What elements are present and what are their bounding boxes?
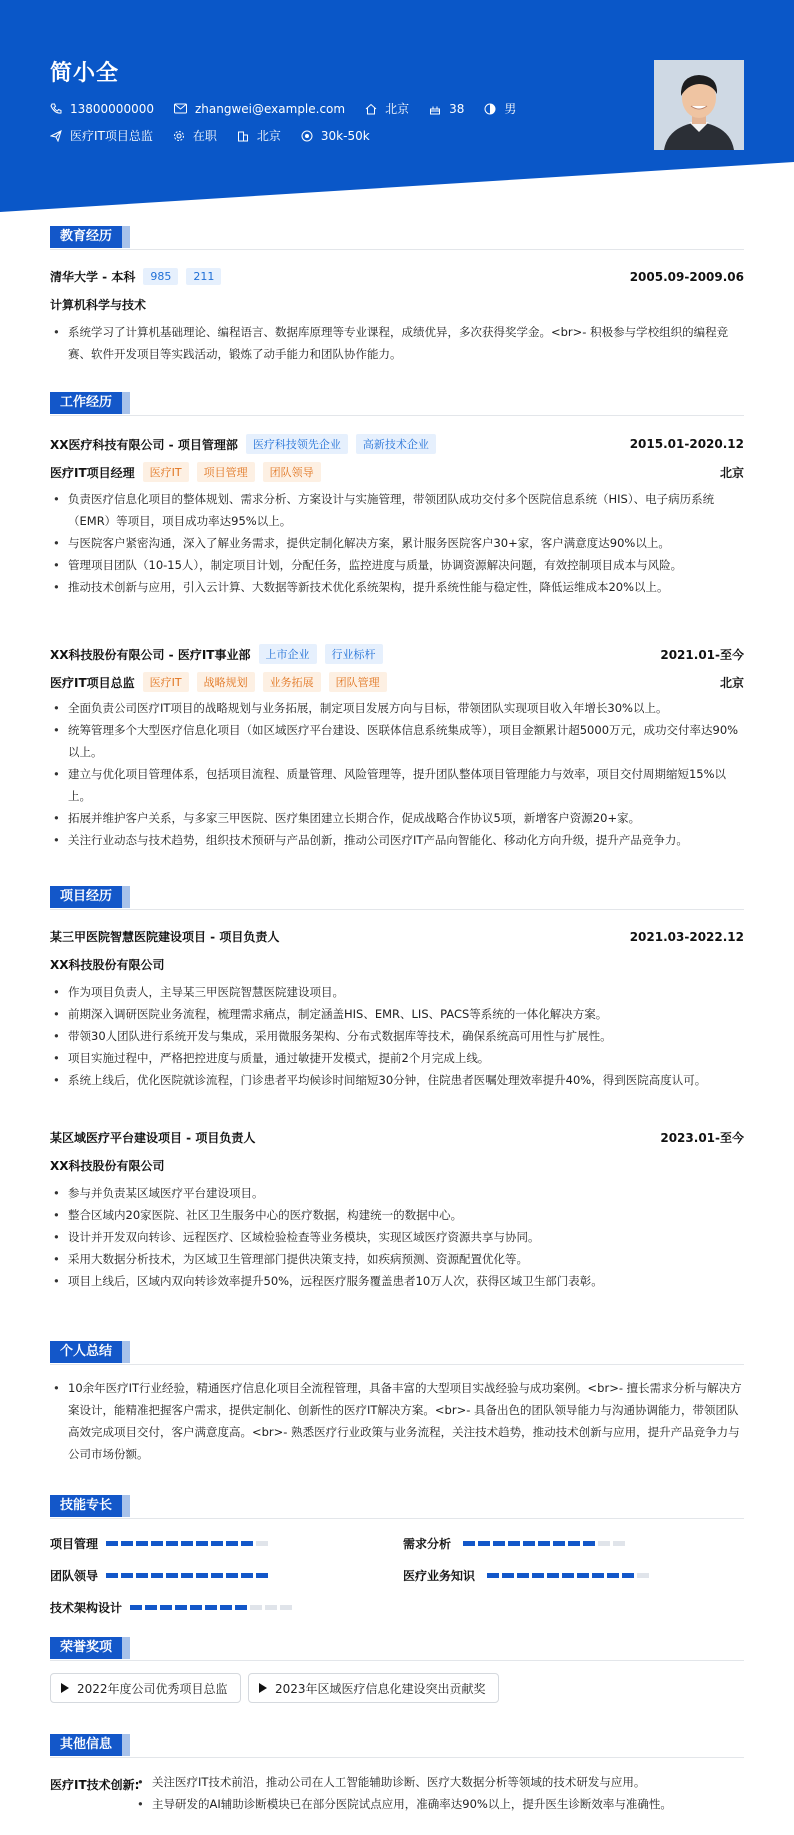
- skill-segment-filled: [487, 1573, 499, 1578]
- skill-segment-filled: [130, 1605, 142, 1610]
- divider: [50, 1364, 744, 1365]
- section-title: 个人总结: [50, 1341, 122, 1363]
- list-item: • 参与并负责某区域医疗平台建设项目。: [50, 1182, 744, 1204]
- skill-segment-filled: [493, 1541, 505, 1546]
- role-tag: 团队管理: [329, 672, 387, 692]
- skill-segment-filled: [478, 1541, 490, 1546]
- list-item: • 10余年医疗IT行业经验，精通医疗信息化项目全流程管理，具备丰富的大型项目实战经验与成功案例。<br>- 擅长需求分析与解决方案设计，能精准把握客户需求，提供定制化、创新性的医疗IT解决方案。<br>- 具备出色的团队领导能力与沟通协调能力，带领团队高效完成项目交付，客户满意度高。<br>- 熟悉医疗行业政策与业务流程，关注技术趋势，推动技术创新与应用，提升产品竞争力与公司市场份额。: [50, 1377, 744, 1465]
- skill-segment-filled: [136, 1541, 148, 1546]
- project-company-row: [50, 956, 744, 973]
- award-text: 2023年区域医疗信息化建设突出贡献奖: [275, 1681, 486, 1696]
- skill-segment-filled: [532, 1573, 544, 1578]
- list-item: • 统筹管理多个大型医疗信息化项目（如区域医疗平台建设、医联体信息系统集成等），项目金额累计超5000万元，成功交付率达90%以上。: [50, 719, 744, 763]
- status-value: 在职: [192, 129, 217, 143]
- age-value: 38: [449, 101, 465, 116]
- triangle-right-icon: [259, 1683, 267, 1693]
- resume-header: [0, 0, 794, 215]
- cake-icon: [429, 103, 441, 115]
- skill-level-bar: [463, 1541, 628, 1546]
- skill-segment-empty: [280, 1605, 292, 1610]
- list-item: • 采用大数据分析技术，为区域卫生管理部门提供决策支持，如疾病预测、资源配置优化等。: [50, 1248, 744, 1270]
- skill-segment-filled: [196, 1573, 208, 1578]
- skill-segment-filled: [577, 1573, 589, 1578]
- education-header: [50, 226, 744, 250]
- awards-header: [50, 1637, 744, 1661]
- job-role: 医疗IT项目总监: [50, 675, 135, 690]
- award-item: [50, 1673, 241, 1703]
- phone-value: 13800000000: [70, 101, 154, 116]
- summary-section: [50, 1341, 744, 1471]
- skill-segment-filled: [592, 1573, 604, 1578]
- list-item: • 推动技术创新与应用，引入云计算、大数据等新技术优化系统架构，提升系统性能与稳定性，降低运维成本20%以上。: [50, 576, 744, 598]
- home-icon: [365, 103, 377, 115]
- list-item: • 前期深入调研医院业务流程，梳理需求痛点，制定涵盖HIS、EMR、LIS、PACS等系统的一体化解决方案。: [50, 1003, 744, 1025]
- list-item: • 与医院客户紧密沟通，深入了解业务需求，提供定制化解决方案，累计服务医院客户30+家，客户满意度达90%以上。: [50, 532, 744, 554]
- skill-segment-filled: [121, 1541, 133, 1546]
- projects-section: [50, 886, 744, 1326]
- gender-item: [484, 100, 516, 117]
- skill-segment-filled: [190, 1605, 202, 1610]
- divider: [50, 909, 744, 910]
- skill-segment-filled: [241, 1541, 253, 1546]
- phone-item: [50, 102, 154, 116]
- divider: [50, 415, 744, 416]
- skill-segment-empty: [265, 1605, 277, 1610]
- project-row: [50, 1129, 744, 1146]
- divider: [50, 1757, 744, 1758]
- skill-segment-filled: [517, 1573, 529, 1578]
- job-company-row: [50, 644, 744, 664]
- section-title: 荣誉奖项: [50, 1637, 122, 1659]
- skill-segment-filled: [523, 1541, 535, 1546]
- section-title: 项目经历: [50, 886, 122, 908]
- skill-level-bar: [487, 1573, 652, 1578]
- job-role-row: [50, 672, 744, 692]
- skill-segment-filled: [553, 1541, 565, 1546]
- list-item: • 设计并开发双向转诊、远程医疗、区域检验检查等业务模块，实现区域医疗资源共享与协同。: [50, 1226, 744, 1248]
- list-item: • 系统上线后，优化医院就诊流程，门诊患者平均候诊时间缩短30分钟，住院患者医嘱处理效率提升40%，得到医院高度认可。: [50, 1069, 744, 1091]
- skill-segment-filled: [106, 1573, 118, 1578]
- project-date: 2021.03-2022.12: [629, 929, 744, 944]
- role-tag: 战略规划: [197, 672, 255, 692]
- award-text: 2022年度公司优秀项目总监: [77, 1681, 228, 1696]
- company-tag: 上市企业: [259, 644, 317, 664]
- skill-segment-filled: [547, 1573, 559, 1578]
- skills-section: [50, 1495, 744, 1615]
- skill-segment-empty: [637, 1573, 649, 1578]
- work-header: [50, 392, 744, 416]
- skills-header: [50, 1495, 744, 1519]
- other-bullets: [134, 1771, 744, 1815]
- gender-value: 男: [504, 102, 517, 116]
- skill-segment-filled: [151, 1541, 163, 1546]
- job-role-row: [50, 462, 744, 482]
- skill-segment-filled: [205, 1605, 217, 1610]
- school-tag: 985: [143, 268, 178, 285]
- award-item: [248, 1673, 499, 1703]
- list-item: • 负责医疗信息化项目的整体规划、需求分析、方案设计与实施管理，带领团队成功交付多个医院信息系统（HIS）、电子病历系统（EMR）等项目，项目成功率达95%以上。: [50, 488, 744, 532]
- skill-item: [50, 1599, 295, 1616]
- project-name: 某三甲医院智慧医院建设项目 - 项目负责人: [50, 930, 280, 944]
- section-title: 工作经历: [50, 392, 122, 414]
- hometown-item: [365, 100, 409, 117]
- company-tag: 医疗科技领先企业: [246, 434, 348, 454]
- skill-segment-filled: [145, 1605, 157, 1610]
- project-company: XX科技股份有限公司: [50, 1159, 165, 1173]
- company-tag: 行业标杆: [325, 644, 383, 664]
- education-bullets: [50, 321, 744, 365]
- skill-segment-filled: [622, 1573, 634, 1578]
- city-value: 北京: [256, 129, 281, 143]
- position-value: 医疗IT项目总监: [70, 129, 153, 143]
- skill-segment-filled: [226, 1573, 238, 1578]
- city-item: [237, 127, 281, 144]
- skill-segment-filled: [211, 1541, 223, 1546]
- salary-icon: [301, 130, 313, 142]
- skill-segment-empty: [613, 1541, 625, 1546]
- divider: [50, 1660, 744, 1661]
- list-item: • 系统学习了计算机基础理论、编程语言、数据库原理等专业课程，成绩优异，多次获得奖学金。<br>- 积极参与学校组织的编程竞赛、软件开发项目等实践活动，锻炼了动手能力和团队协作能力。: [50, 321, 744, 365]
- list-item: • 主导研发的AI辅助诊断模块已在部分医院试点应用，准确率达90%以上，提升医生诊断效率与准确性。: [134, 1793, 744, 1815]
- skill-segment-filled: [106, 1541, 118, 1546]
- list-item: • 项目实施过程中，严格把控进度与质量，通过敏捷开发模式，提前2个月完成上线。: [50, 1047, 744, 1069]
- section-title: 其他信息: [50, 1734, 122, 1756]
- list-item: • 作为项目负责人，主导某三甲医院智慧医院建设项目。: [50, 981, 744, 1003]
- list-item: • 拓展并维护客户关系，与多家三甲医院、医疗集团建立长期合作，促成战略合作协议5项，新增客户资源20+家。: [50, 807, 744, 829]
- list-item: • 关注医疗IT技术前沿，推动公司在人工智能辅助诊断、医疗大数据分析等领域的技术研发与应用。: [134, 1771, 744, 1793]
- education-row: [50, 268, 744, 285]
- position-item: [50, 127, 153, 144]
- skill-name: 技术架构设计: [50, 1601, 123, 1615]
- summary-bullets: [50, 1377, 744, 1465]
- work-section: [50, 392, 744, 862]
- role-tag: 医疗IT: [143, 672, 189, 692]
- list-item: • 带领30人团队进行系统开发与集成，采用微服务架构、分布式数据库等技术，确保系统高可用性与扩展性。: [50, 1025, 744, 1047]
- skill-segment-filled: [211, 1573, 223, 1578]
- skill-item: [403, 1567, 652, 1584]
- skill-item: [403, 1535, 628, 1552]
- school-name: 清华大学 - 本科: [50, 270, 136, 284]
- company-name: XX科技股份有限公司 - 医疗IT事业部: [50, 647, 251, 662]
- salary-value: 30k-50k: [320, 128, 370, 143]
- job-location: 北京: [719, 675, 744, 690]
- other-header: [50, 1734, 744, 1758]
- skill-segment-filled: [538, 1541, 550, 1546]
- skill-segment-filled: [175, 1605, 187, 1610]
- skill-segment-filled: [220, 1605, 232, 1610]
- age-item: [429, 102, 464, 116]
- list-item: • 建立与优化项目管理体系，包括项目流程、质量管理、风险管理等，提升团队整体项目管理能力与效率，项目交付周期缩短15%以上。: [50, 763, 744, 807]
- section-title: 教育经历: [50, 226, 122, 248]
- skill-segment-filled: [181, 1541, 193, 1546]
- phone-icon: [50, 103, 62, 115]
- school-tag: 211: [186, 268, 221, 285]
- skill-level-bar: [106, 1573, 271, 1578]
- skill-segment-filled: [562, 1573, 574, 1578]
- job-date: 2021.01-至今: [660, 647, 744, 662]
- education-section: [50, 226, 744, 361]
- skill-name: 需求分析: [403, 1537, 452, 1551]
- send-icon: [50, 130, 62, 142]
- skill-segment-filled: [241, 1573, 253, 1578]
- candidate-name: 简小全: [50, 61, 120, 86]
- job-intent-row: [50, 127, 390, 144]
- skill-segment-empty: [256, 1541, 268, 1546]
- role-tag: 医疗IT: [143, 462, 189, 482]
- company-tag: 高新技术企业: [356, 434, 436, 454]
- other-section: [50, 1734, 744, 1829]
- role-tag: 业务拓展: [263, 672, 321, 692]
- gender-icon: [484, 103, 496, 115]
- gear-icon: [173, 130, 185, 142]
- job-company-row: [50, 434, 744, 454]
- job-bullets: [50, 697, 744, 851]
- skill-segment-filled: [568, 1541, 580, 1546]
- project-company-row: [50, 1157, 744, 1174]
- skill-segment-filled: [136, 1573, 148, 1578]
- skill-segment-empty: [598, 1541, 610, 1546]
- major: 计算机科学与技术: [50, 298, 147, 312]
- skill-segment-filled: [160, 1605, 172, 1610]
- skill-name: 团队领导: [50, 1569, 99, 1583]
- skill-segment-filled: [196, 1541, 208, 1546]
- skill-name: 医疗业务知识: [403, 1569, 476, 1583]
- building-icon: [237, 130, 249, 142]
- skill-segment-empty: [250, 1605, 262, 1610]
- avatar-portrait: [654, 60, 744, 150]
- skill-name: 项目管理: [50, 1537, 99, 1551]
- list-item: • 整合区域内20家医院、社区卫生服务中心的医疗数据，构建统一的数据中心。: [50, 1204, 744, 1226]
- email-value: zhangwei@example.com: [194, 101, 346, 116]
- job-bullets: [50, 488, 744, 598]
- skill-segment-filled: [508, 1541, 520, 1546]
- triangle-right-icon: [61, 1683, 69, 1693]
- skill-segment-filled: [181, 1573, 193, 1578]
- skill-segment-filled: [121, 1573, 133, 1578]
- awards-section: [50, 1637, 744, 1717]
- salary-item: [301, 129, 370, 143]
- skill-segment-filled: [226, 1541, 238, 1546]
- list-item: • 关注行业动态与技术趋势，组织技术预研与产品创新，推动公司医疗IT产品向智能化、移动化方向升级，提升产品竞争力。: [50, 829, 744, 851]
- skill-segment-filled: [607, 1573, 619, 1578]
- education-date: 2005.09-2009.06: [629, 269, 744, 284]
- skill-segment-filled: [235, 1605, 247, 1610]
- list-item: • 项目上线后，区域内双向转诊效率提升50%，远程医疗服务覆盖患者10万人次，获得区域卫生部门表彰。: [50, 1270, 744, 1292]
- email-item: [174, 102, 345, 116]
- project-company: XX科技股份有限公司: [50, 958, 165, 972]
- job-role: 医疗IT项目经理: [50, 465, 135, 480]
- role-tag: 项目管理: [197, 462, 255, 482]
- status-item: [173, 127, 217, 144]
- job-date: 2015.01-2020.12: [629, 437, 744, 451]
- company-name: XX医疗科技有限公司 - 项目管理部: [50, 437, 238, 452]
- skill-segment-filled: [166, 1573, 178, 1578]
- other-label: 医疗IT技术创新:: [50, 1778, 140, 1792]
- divider: [50, 1518, 744, 1519]
- skill-segment-filled: [583, 1541, 595, 1546]
- skill-segment-filled: [502, 1573, 514, 1578]
- skill-item: [50, 1535, 271, 1552]
- hometown-value: 北京: [385, 102, 410, 116]
- role-tag: 团队领导: [263, 462, 321, 482]
- skill-segment-filled: [166, 1541, 178, 1546]
- avatar: [654, 60, 744, 150]
- project-date: 2023.01-至今: [660, 1131, 744, 1145]
- project-name: 某区域医疗平台建设项目 - 项目负责人: [50, 1131, 256, 1145]
- skill-level-bar: [106, 1541, 271, 1546]
- projects-header: [50, 886, 744, 910]
- major-row: [50, 296, 744, 313]
- project-bullets: [50, 981, 744, 1091]
- list-item: • 全面负责公司医疗IT项目的战略规划与业务拓展，制定项目发展方向与目标，带领团队实现项目收入年增长30%以上。: [50, 697, 744, 719]
- section-title: 技能专长: [50, 1495, 122, 1517]
- summary-header: [50, 1341, 744, 1365]
- skill-level-bar: [130, 1605, 295, 1610]
- skill-segment-filled: [463, 1541, 475, 1546]
- mail-icon: [174, 103, 187, 114]
- project-row: [50, 928, 744, 945]
- skill-item: [50, 1567, 271, 1584]
- skill-segment-filled: [151, 1573, 163, 1578]
- divider: [50, 249, 744, 250]
- list-item: • 管理项目团队（10-15人），制定项目计划，分配任务，监控进度与质量，协调资源解决问题，有效控制项目成本与风险。: [50, 554, 744, 576]
- skill-segment-filled: [256, 1573, 268, 1578]
- contact-row: [50, 100, 536, 117]
- job-location: 北京: [719, 465, 744, 480]
- project-bullets: [50, 1182, 744, 1292]
